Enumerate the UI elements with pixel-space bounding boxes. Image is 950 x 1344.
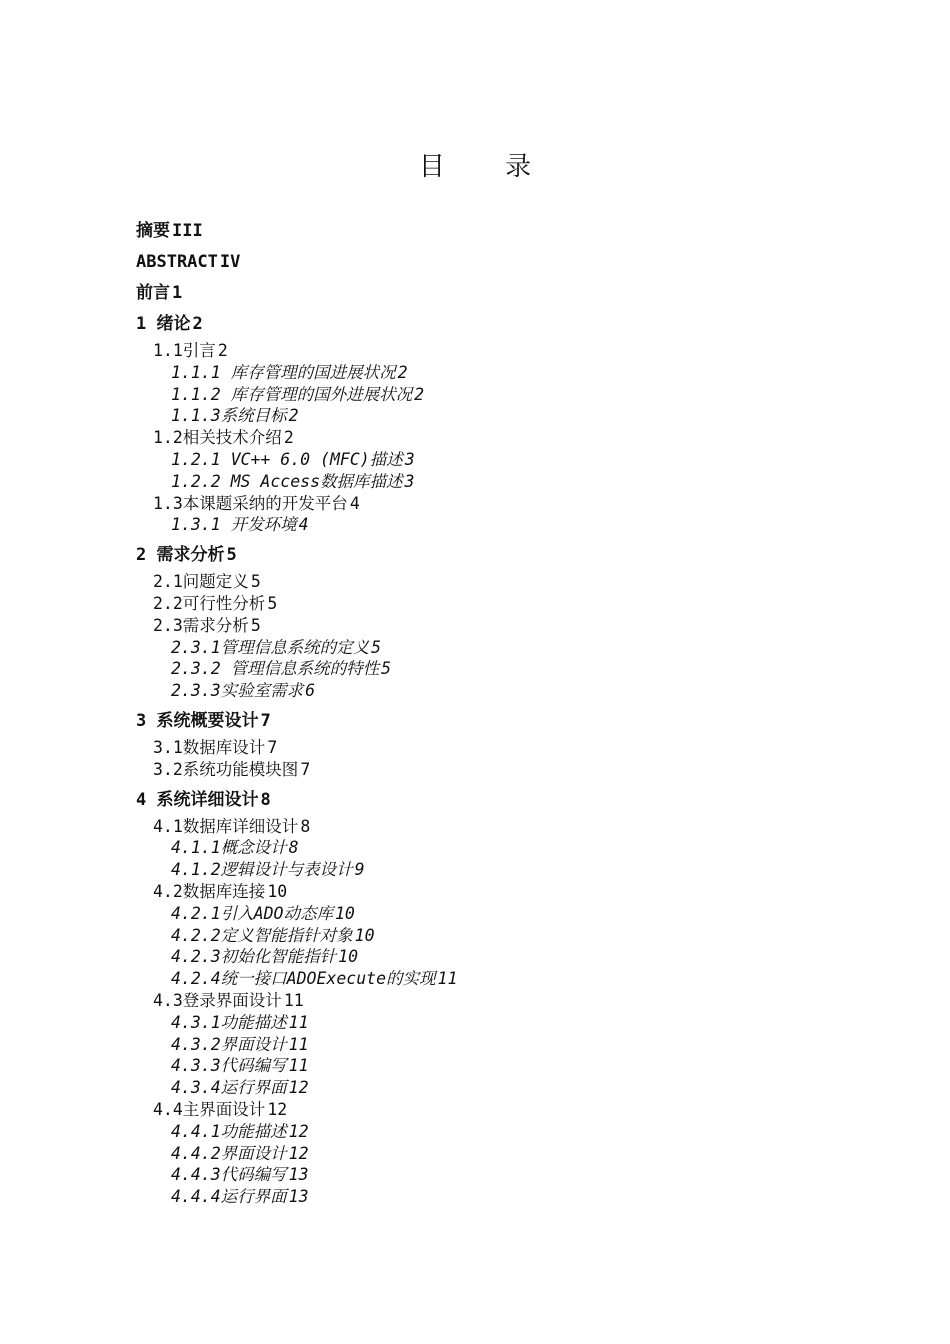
toc-entry-page: 8 <box>260 789 271 810</box>
toc-entry[interactable] <box>136 680 836 702</box>
toc-entry-page: 2 <box>288 406 299 426</box>
toc-entry-page: 2 <box>217 341 228 360</box>
toc-entry[interactable] <box>136 1143 836 1165</box>
toc-entry-page: 10 <box>267 881 288 901</box>
toc-entry-title: 4.2.3初始化智能指针 <box>171 947 337 967</box>
toc-entry-title: 2.3需求分析 <box>153 615 249 635</box>
toc-entry-page: 5 <box>371 637 382 657</box>
toc-entry-title: 4.4主界面设计 <box>153 1099 266 1119</box>
toc-entry-title: 2.3.2 管理信息系统的特性 <box>171 659 380 679</box>
toc-entry-title: 4.2.4统一接口ADOExecute的实现 <box>171 969 436 989</box>
toc-entry-title: 4.2.2定义智能指针对象 <box>171 925 353 945</box>
toc-entry-title: 4.1.2逻辑设计与表设计 <box>171 860 353 880</box>
toc-entry[interactable] <box>136 615 836 637</box>
toc-entry-title: 4.4.1功能描述 <box>171 1121 287 1141</box>
toc-entry[interactable] <box>136 1012 836 1034</box>
toc-entry-title: 1.2相关技术介绍 <box>153 428 282 448</box>
toc-entry[interactable] <box>136 859 836 881</box>
toc-entry[interactable] <box>136 1077 836 1099</box>
toc-entry-page: 10 <box>334 903 355 923</box>
toc-entry[interactable] <box>136 816 836 838</box>
toc-entry-page: 1 <box>172 283 183 303</box>
toc-entry[interactable] <box>136 449 836 471</box>
toc-entry-title: 4 系统详细设计 <box>136 789 259 810</box>
toc-entry-page: 12 <box>288 1078 309 1098</box>
toc-entry-page: 3 <box>404 471 415 491</box>
toc-entry[interactable] <box>136 903 836 925</box>
toc-entry-title: 1.1.2 库存管理的国外进展状况 <box>171 384 413 404</box>
toc-entry-title: 4.3.4运行界面 <box>171 1078 287 1098</box>
toc-entry[interactable] <box>136 220 836 243</box>
toc-entry[interactable] <box>136 881 836 903</box>
toc-entry[interactable] <box>136 282 836 305</box>
toc-entry[interactable] <box>136 593 836 615</box>
toc-entry-page: 4 <box>298 515 309 535</box>
toc-entry-title: 1.2.1 VC++ 6.0 (MFC)描述 <box>171 449 403 469</box>
toc-entry-page: 6 <box>305 681 316 701</box>
toc-entry-page: IV <box>219 252 241 272</box>
toc-entry-title: 摘要 <box>136 221 170 241</box>
toc-entry-page: 12 <box>288 1143 309 1163</box>
toc-entry-page: 9 <box>354 860 365 880</box>
toc-entry-page: 5 <box>250 572 261 592</box>
toc-entry-title: 4.3.1功能描述 <box>171 1012 287 1032</box>
toc-entry-title: 1.2.2 MS Access数据库描述 <box>171 471 403 491</box>
toc-entry-title: 2.3.3实验室需求 <box>171 681 304 701</box>
toc-entry-page: 11 <box>288 1012 309 1032</box>
toc-entry-page: 11 <box>288 1034 309 1054</box>
toc-entry-page: 2 <box>192 314 203 334</box>
toc-entry-title: 1.3本课题采纳的开发平台 <box>153 493 348 513</box>
toc-entry[interactable] <box>136 251 836 274</box>
toc-entry[interactable] <box>136 313 836 336</box>
toc-entry-page: 2 <box>283 428 294 448</box>
toc-entry-title: 4.3.2界面设计 <box>171 1034 287 1054</box>
toc-entry-page: 13 <box>288 1165 309 1185</box>
toc-entry-page: 12 <box>288 1121 309 1141</box>
toc-entry-page: 7 <box>300 759 311 779</box>
toc-entry-page: III <box>172 221 203 241</box>
toc-entry-title: 4.4.4运行界面 <box>171 1187 287 1207</box>
toc-entry[interactable] <box>136 710 836 733</box>
toc-entry-page: 13 <box>288 1187 309 1207</box>
toc-entry-title: 3.1数据库设计 <box>153 737 266 757</box>
toc-entry-page: 7 <box>260 710 271 731</box>
toc-entry[interactable] <box>136 925 836 947</box>
toc-entry-title: 前言 <box>136 283 170 303</box>
toc-entry-page: 3 <box>404 449 415 469</box>
toc-entry[interactable] <box>136 658 836 680</box>
toc-entry[interactable] <box>136 493 836 515</box>
toc-entry-title: 2.3.1管理信息系统的定义 <box>171 637 370 657</box>
toc-entry-page: 5 <box>267 593 278 613</box>
toc-entry-page: 12 <box>267 1099 288 1119</box>
toc-entry-page: 4 <box>349 493 360 513</box>
page-title: 目 录 <box>418 152 558 182</box>
toc-entry-title: 4.4.2界面设计 <box>171 1143 287 1163</box>
toc-entry-title: 2 需求分析 <box>136 545 225 566</box>
toc-entry[interactable] <box>136 968 836 990</box>
toc-entry-title: 4.1数据库详细设计 <box>153 816 299 836</box>
toc-entry[interactable] <box>136 990 836 1012</box>
toc-entry-title: 2.1问题定义 <box>153 572 249 592</box>
toc-entry-page: 7 <box>267 737 278 757</box>
toc-entry-page: 5 <box>226 545 237 566</box>
toc-entry-page: 11 <box>283 990 304 1010</box>
toc-entry[interactable] <box>136 1186 836 1208</box>
toc-entry-title: 1.1.1 库存管理的国进展状况 <box>171 362 396 382</box>
toc-entry-title: 4.1.1概念设计 <box>171 838 287 858</box>
toc-entry[interactable] <box>136 362 836 384</box>
toc-entry-title: 4.2.1引入ADO动态库 <box>171 903 333 923</box>
toc-entry[interactable] <box>136 384 836 406</box>
toc-entry-page: 8 <box>300 816 311 836</box>
toc-entry-title: 4.4.3代码编写 <box>171 1165 287 1185</box>
toc-entry-page: 11 <box>437 969 458 989</box>
toc-entry[interactable] <box>136 837 836 859</box>
toc-entry-title: ABSTRACT <box>136 252 218 272</box>
toc-entry[interactable] <box>136 471 836 493</box>
toc-entry-title: 2.2可行性分析 <box>153 593 266 613</box>
toc-entry[interactable] <box>136 1055 836 1077</box>
toc-entry[interactable] <box>136 427 836 449</box>
toc-entry-title: 1 绪论 <box>136 314 191 334</box>
toc-entry[interactable] <box>136 789 836 812</box>
toc-entry[interactable] <box>136 737 836 759</box>
toc-entry-title: 4.2数据库连接 <box>153 881 266 901</box>
toc-entry[interactable] <box>136 1164 836 1186</box>
toc-entry-title: 4.3登录界面设计 <box>153 990 282 1010</box>
toc-entry-page: 11 <box>288 1056 309 1076</box>
toc-entry[interactable] <box>136 637 836 659</box>
toc-entry-title: 4.3.3代码编写 <box>171 1056 287 1076</box>
toc-entry-title: 3.2系统功能模块图 <box>153 759 299 779</box>
toc-entry[interactable] <box>136 1121 836 1143</box>
toc-entry-title: 1.3.1 开发环境 <box>171 515 297 535</box>
toc-entry[interactable] <box>136 1034 836 1056</box>
toc-entry-page: 2 <box>397 362 408 382</box>
toc-entry[interactable] <box>136 405 836 427</box>
toc-entry-page: 8 <box>288 838 299 858</box>
toc-entry-page: 5 <box>250 615 261 635</box>
toc-entry-page: 10 <box>354 925 375 945</box>
toc-entry[interactable] <box>136 759 836 781</box>
toc-entry[interactable] <box>136 1099 836 1121</box>
table-of-contents <box>136 220 836 1208</box>
toc-entry[interactable] <box>136 571 836 593</box>
toc-entry-page: 10 <box>338 947 359 967</box>
toc-entry-page: 5 <box>381 659 392 679</box>
toc-entry-title: 1.1.3系统目标 <box>171 406 287 426</box>
toc-entry[interactable] <box>136 514 836 536</box>
toc-entry[interactable] <box>136 544 836 567</box>
toc-entry[interactable] <box>136 340 836 362</box>
toc-entry-title: 1.1引言 <box>153 341 216 360</box>
toc-entry[interactable] <box>136 946 836 968</box>
toc-entry-page: 2 <box>414 384 425 404</box>
toc-entry-title: 3 系统概要设计 <box>136 710 259 731</box>
